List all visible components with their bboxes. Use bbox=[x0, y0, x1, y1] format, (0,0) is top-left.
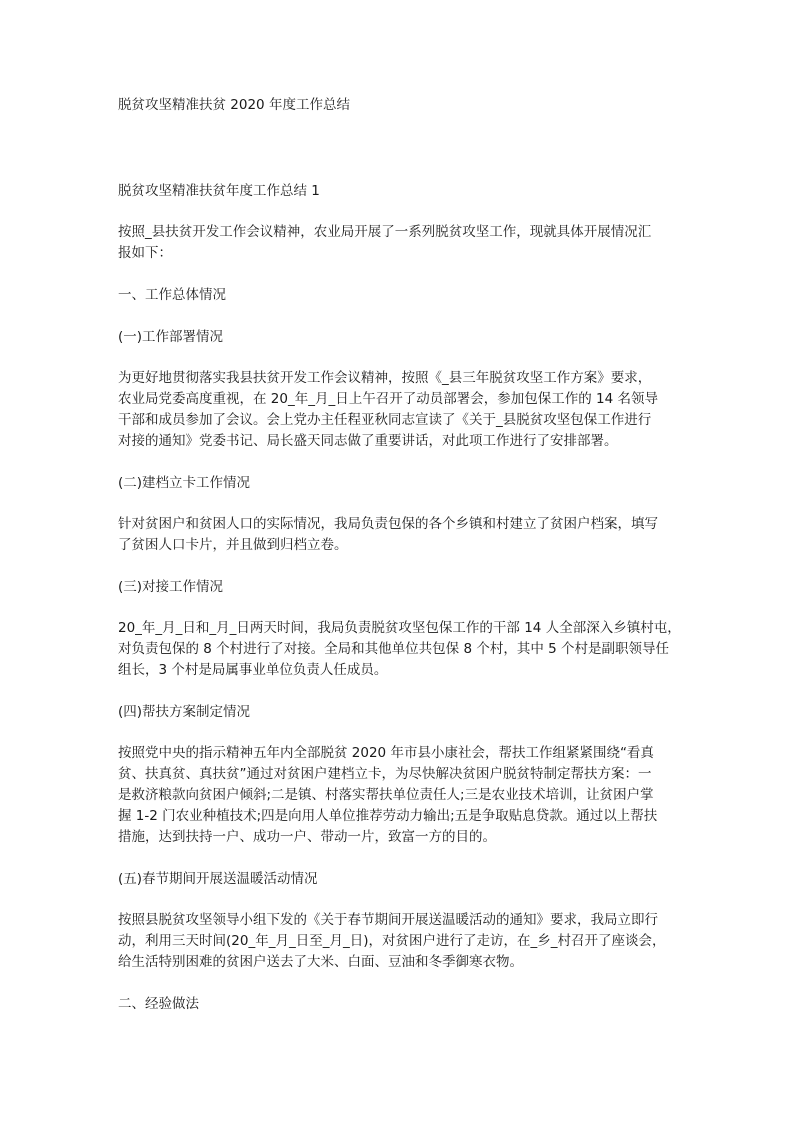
intro-paragraph bbox=[118, 222, 678, 264]
section-heading-1: 一、工作总体情况 bbox=[118, 287, 226, 303]
text-line: 针对贫困户和贫困人口的实际情况，我局负责包保的各个乡镇和村建立了贫困户档案，填写 bbox=[118, 516, 658, 532]
text-line: 组长，3 个村是局属事业单位负责人任成员。 bbox=[118, 662, 388, 678]
text-line: 为更好地贯彻落实我县扶贫开发工作会议精神，按照《_县三年脱贫攻坚工作方案》要求， bbox=[118, 370, 652, 386]
text-line: 动，利用三天时间(20_年_月_日至_月_日)，对贫困户进行了走访，在_乡_村召开了座谈会， bbox=[118, 933, 666, 949]
paragraph-1 bbox=[118, 368, 678, 452]
text-line: 按照党中央的指示精神五年内全部脱贫 2020 年市县小康社会，帮扶工作组紧紧围绕“看真 bbox=[118, 745, 654, 761]
text-line: 给生活特别困难的贫困户送去了大米、白面、豆油和冬季御寒衣物。 bbox=[118, 954, 523, 970]
text-line: 握 1-2 门农业种植技术;四是向用人单位推荐劳动力输出;五是争取贴息贷款。通过以上帮扶 bbox=[118, 808, 658, 824]
text-line: 按照县脱贫攻坚领导小组下发的《关于春节期间开展送温暖活动的通知》要求，我局立即行 bbox=[118, 912, 658, 928]
text-line: 干部和成员参加了会议。会上党办主任程亚秋同志宣读了《关于_县脱贫攻坚包保工作进行 bbox=[118, 412, 652, 428]
subsection-heading-1: (一)工作部署情况 bbox=[118, 329, 224, 345]
subsection-heading-5: (五)春节期间开展送温暖活动情况 bbox=[118, 871, 318, 887]
section-heading-2: 二、经验做法 bbox=[118, 996, 199, 1012]
text-line: 按照_县扶贫开发工作会议精神，农业局开展了一系列脱贫攻坚工作，现就具体开展情况汇 bbox=[118, 224, 652, 240]
text-line: 贫、扶真贫、真扶贫”通过对贫困户建档立卡，为尽快解决贫困户脱贫特制定帮扶方案：一 bbox=[118, 766, 652, 782]
text-line: 对接的通知》党委书记、局长盛天同志做了重要讲话，对此项工作进行了安排部署。 bbox=[118, 433, 618, 449]
paragraph-4 bbox=[118, 743, 678, 848]
document-subtitle: 脱贫攻坚精准扶贫年度工作总结 1 bbox=[118, 183, 320, 199]
text-line: 是救济粮款向贫困户倾斜;二是镇、村落实帮扶单位责任人;三是农业技术培训，让贫困户掌 bbox=[118, 787, 654, 803]
paragraph-5 bbox=[118, 910, 678, 973]
subsection-heading-2: (二)建档立卡工作情况 bbox=[118, 475, 251, 491]
text-line: 了贫困人口卡片，并且做到归档立卷。 bbox=[118, 537, 348, 553]
paragraph-3 bbox=[118, 618, 681, 681]
subsection-heading-3: (三)对接工作情况 bbox=[118, 579, 224, 595]
text-line: 20_年_月_日和_月_日两天时间，我局负责脱贫攻坚包保工作的干部 14 人全部深入乡镇村屯， bbox=[118, 620, 681, 636]
text-line: 农业局党委高度重视，在 20_年_月_日上午召开了动员部署会，参加包保工作的 14 名领导 bbox=[118, 391, 658, 407]
text-line: 对负责包保的 8 个村进行了对接。全局和其他单位共包保 8 个村，其中 5 个村是副职领导任 bbox=[118, 641, 670, 657]
document-title: 脱贫攻坚精准扶贫 2020 年度工作总结 bbox=[118, 97, 350, 113]
subsection-heading-4: (四)帮扶方案制定情况 bbox=[118, 704, 251, 720]
text-line: 措施，达到扶持一户、成功一户、带动一片，致富一方的目的。 bbox=[118, 829, 496, 845]
paragraph-2 bbox=[118, 514, 678, 556]
text-line: 报如下： bbox=[118, 245, 172, 261]
